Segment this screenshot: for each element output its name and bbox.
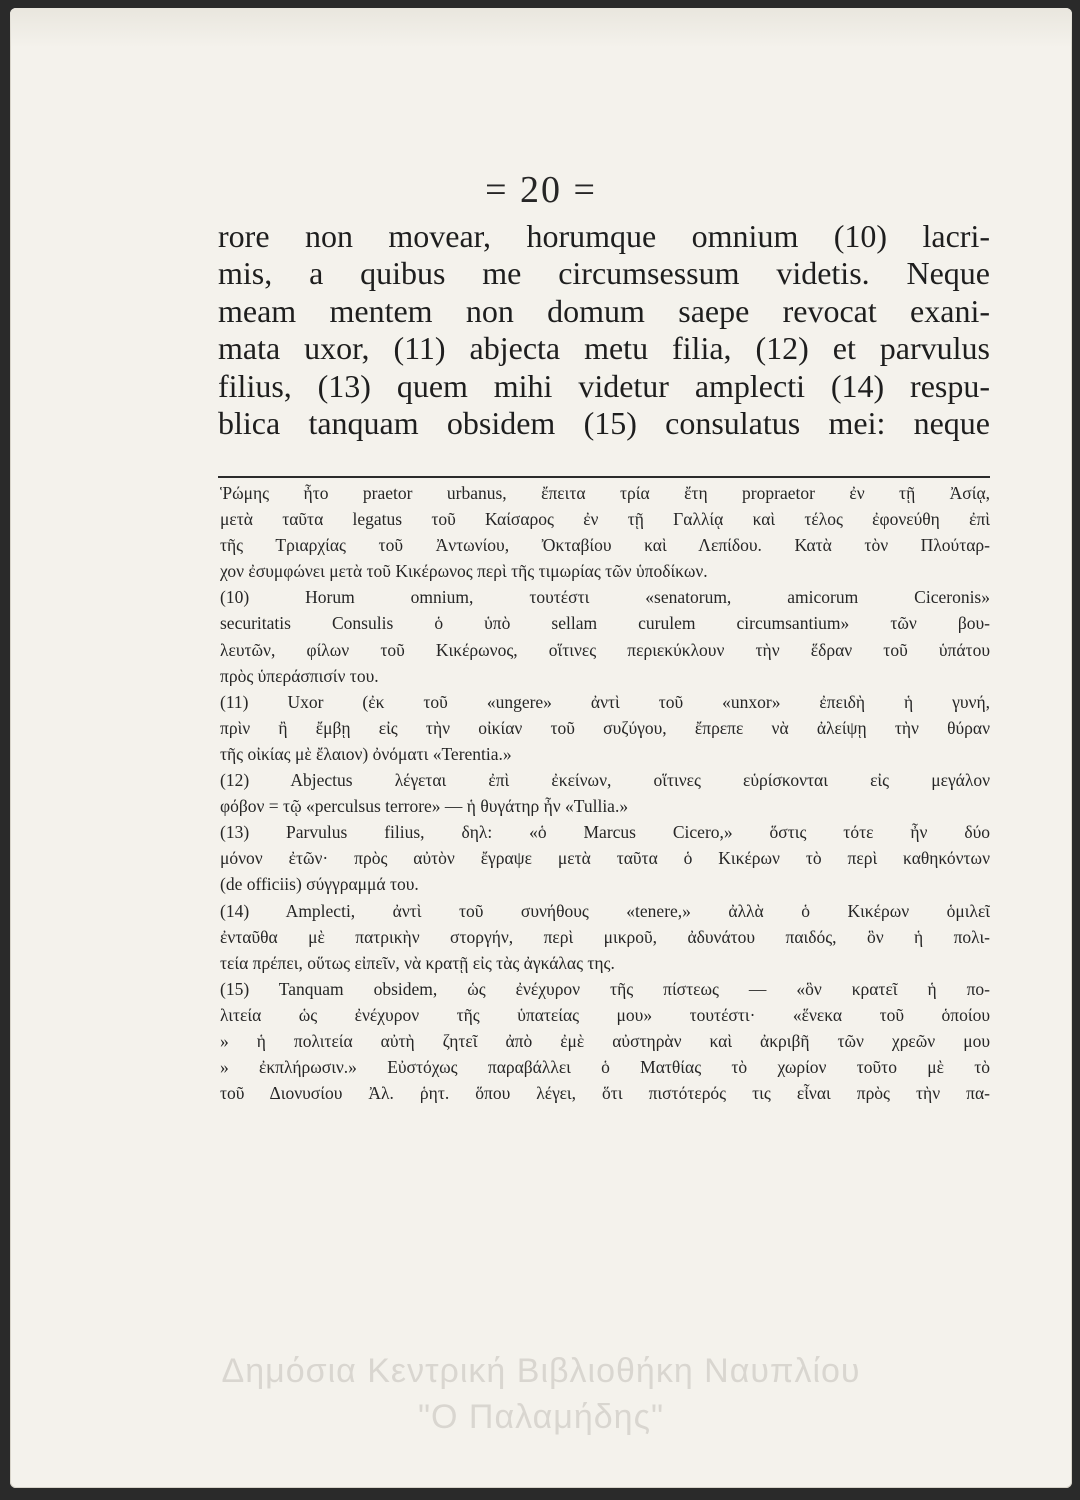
footnote-11-line: (11) Uxor (ἐκ τοῦ «ungere» ἀντὶ τοῦ «unxor» ἐπειδὴ ἡ γυνή, — [220, 691, 990, 712]
footnote-15-line: » ἡ πολιτεία αὐτὴ ζητεῖ ἀπὸ ἐμὲ αὐστηρὰν καὶ ἀκριβῆ τῶν χρεῶν μου — [220, 1030, 990, 1051]
main-text-line: meam mentem non domum saepe revocat exani- — [218, 292, 990, 329]
footnote-15-line: τοῦ Διονυσίου Ἀλ. ῥητ. ὅπου λέγει, ὅτι πιστότερός τις εἶναι πρὸς τὴν πα- — [220, 1083, 990, 1104]
footnote-line: Ῥώμης ἦτο praetor urbanus, ἔπειτα τρία ἔτη propraetor ἐν τῇ Ἀσίᾳ, — [220, 483, 990, 503]
footnote-11-line: πρὶν ἢ ἔμβῃ εἰς τὴν οἰκίαν τοῦ συζύγου, ἔπρεπε νὰ ἀλείψῃ τὴν θύραν — [220, 717, 990, 738]
watermark-line-2: "Ο Παλαμήδης" — [417, 1398, 665, 1436]
page-number: = 20 = — [485, 169, 597, 211]
main-latin-text — [218, 218, 990, 442]
main-text-line: blica tanquam obsidem (15) consulatus mei: neque — [218, 405, 990, 442]
footnote-14-line: τεία πρέπει, οὕτως εἰπεῖν, νὰ κρατῇ εἰς τὰς ἀγκάλας της. — [220, 952, 615, 973]
footnote-line: τῆς Τριαρχίας τοῦ Ἀντωνίου, Ὀκταβίου καὶ Λεπίδου. Κατὰ τὸν Πλούταρ- — [220, 535, 990, 556]
footnote-15-line: » ἐκπλήρωσιν.» Εὐστόχως παραβάλλει ὁ Ματθίας τὸ χωρίον τοῦτο μὲ τὸ — [220, 1057, 990, 1078]
footnote-line: μετὰ ταῦτα legatus τοῦ Καίσαρος ἐν τῇ Γαλλίᾳ καὶ τέλος ἐφονεύθη ἐπὶ — [220, 509, 990, 530]
footnote-14-line: (14) Amplecti, ἀντὶ τοῦ συνήθους «tenere,» ἀλλὰ ὁ Κικέρων ὁμιλεῖ — [220, 900, 990, 921]
main-text-line: mata uxor, (11) abjecta metu filia, (12) et parvulus — [218, 330, 990, 367]
footnote-12-line: φόβον = τῷ «perculsus terrore» — ἡ θυγάτηρ ἦν «Tullia.» — [220, 796, 629, 817]
footnote-10-line: λευτῶν, φίλων τοῦ Κικέρωνος, οἵτινες περιεκύκλουν τὴν ἕδραν τοῦ ὑπάτου — [220, 639, 990, 660]
book-page — [10, 8, 1072, 1488]
footnote-13-line: μόνον ἐτῶν· πρὸς αὐτὸν ἔγραψε μετὰ ταῦτα ὁ Κικέρων τὸ περὶ καθηκόντων — [220, 848, 990, 869]
main-text-line: mis, a quibus me circumsessum videtis. Neque — [218, 255, 990, 292]
main-text-line: filius, (13) quem mihi videtur amplecti (14) respu- — [218, 367, 990, 404]
footnote-13-line: (13) Parvulus filius, δηλ: «ὁ Marcus Cicero,» ὅστις τότε ἦν δύο — [220, 822, 990, 843]
footnote-11-line: τῆς οἰκίας μὲ ἔλαιον) ὀνόματι «Terentia.» — [220, 743, 512, 764]
footnote-15-line: (15) Tanquam obsidem, ὡς ἐνέχυρον τῆς πίστεως — «ὃν κρατεῖ ἡ πο- — [220, 978, 990, 999]
watermark-line-1: Δημόσια Κεντρική Βιβλιοθήκη Ναυπλίου — [221, 1352, 861, 1390]
footnote-10-line: πρὸς ὑπεράσπισίν του. — [220, 665, 379, 686]
footnote-10-line: (10) Horum omnium, τουτέστι «senatorum, amicorum Ciceronis» — [220, 587, 990, 608]
footnote-line: χον ἐσυμφώνει μετὰ τοῦ Κικέρωνος περὶ τῆς τιμωρίας τῶν ὑποδίκων. — [220, 561, 708, 582]
main-text-line: rore non movear, horumque omnium (10) lacri- — [218, 218, 990, 254]
page-fold-shadow — [10, 8, 1072, 48]
footnote-14-line: ἐνταῦθα μὲ πατρικὴν στοργήν, περὶ μικροῦ, ἀδυνάτου παιδός, ὃν ἡ πολι- — [220, 926, 990, 947]
footnote-13-line: (de officiis) σύγγραμμά του. — [220, 874, 419, 895]
footnotes — [220, 480, 990, 1106]
footnote-10-line: securitatis Consulis ὁ ὑπὸ sellam curulem circumsantium» τῶν βου- — [220, 613, 990, 634]
footnote-divider — [218, 476, 990, 478]
library-watermark — [10, 1348, 1072, 1440]
footnote-12-line: (12) Abjectus λέγεται ἐπὶ ἐκείνων, οἵτινες εὑρίσκονται εἰς μεγάλον — [220, 770, 990, 791]
footnote-15-line: λιτεία ὡς ἐνέχυρον τῆς ὑπατείας μου» τουτέστι· «ἕνεκα τοῦ ὁποίου — [220, 1004, 990, 1025]
